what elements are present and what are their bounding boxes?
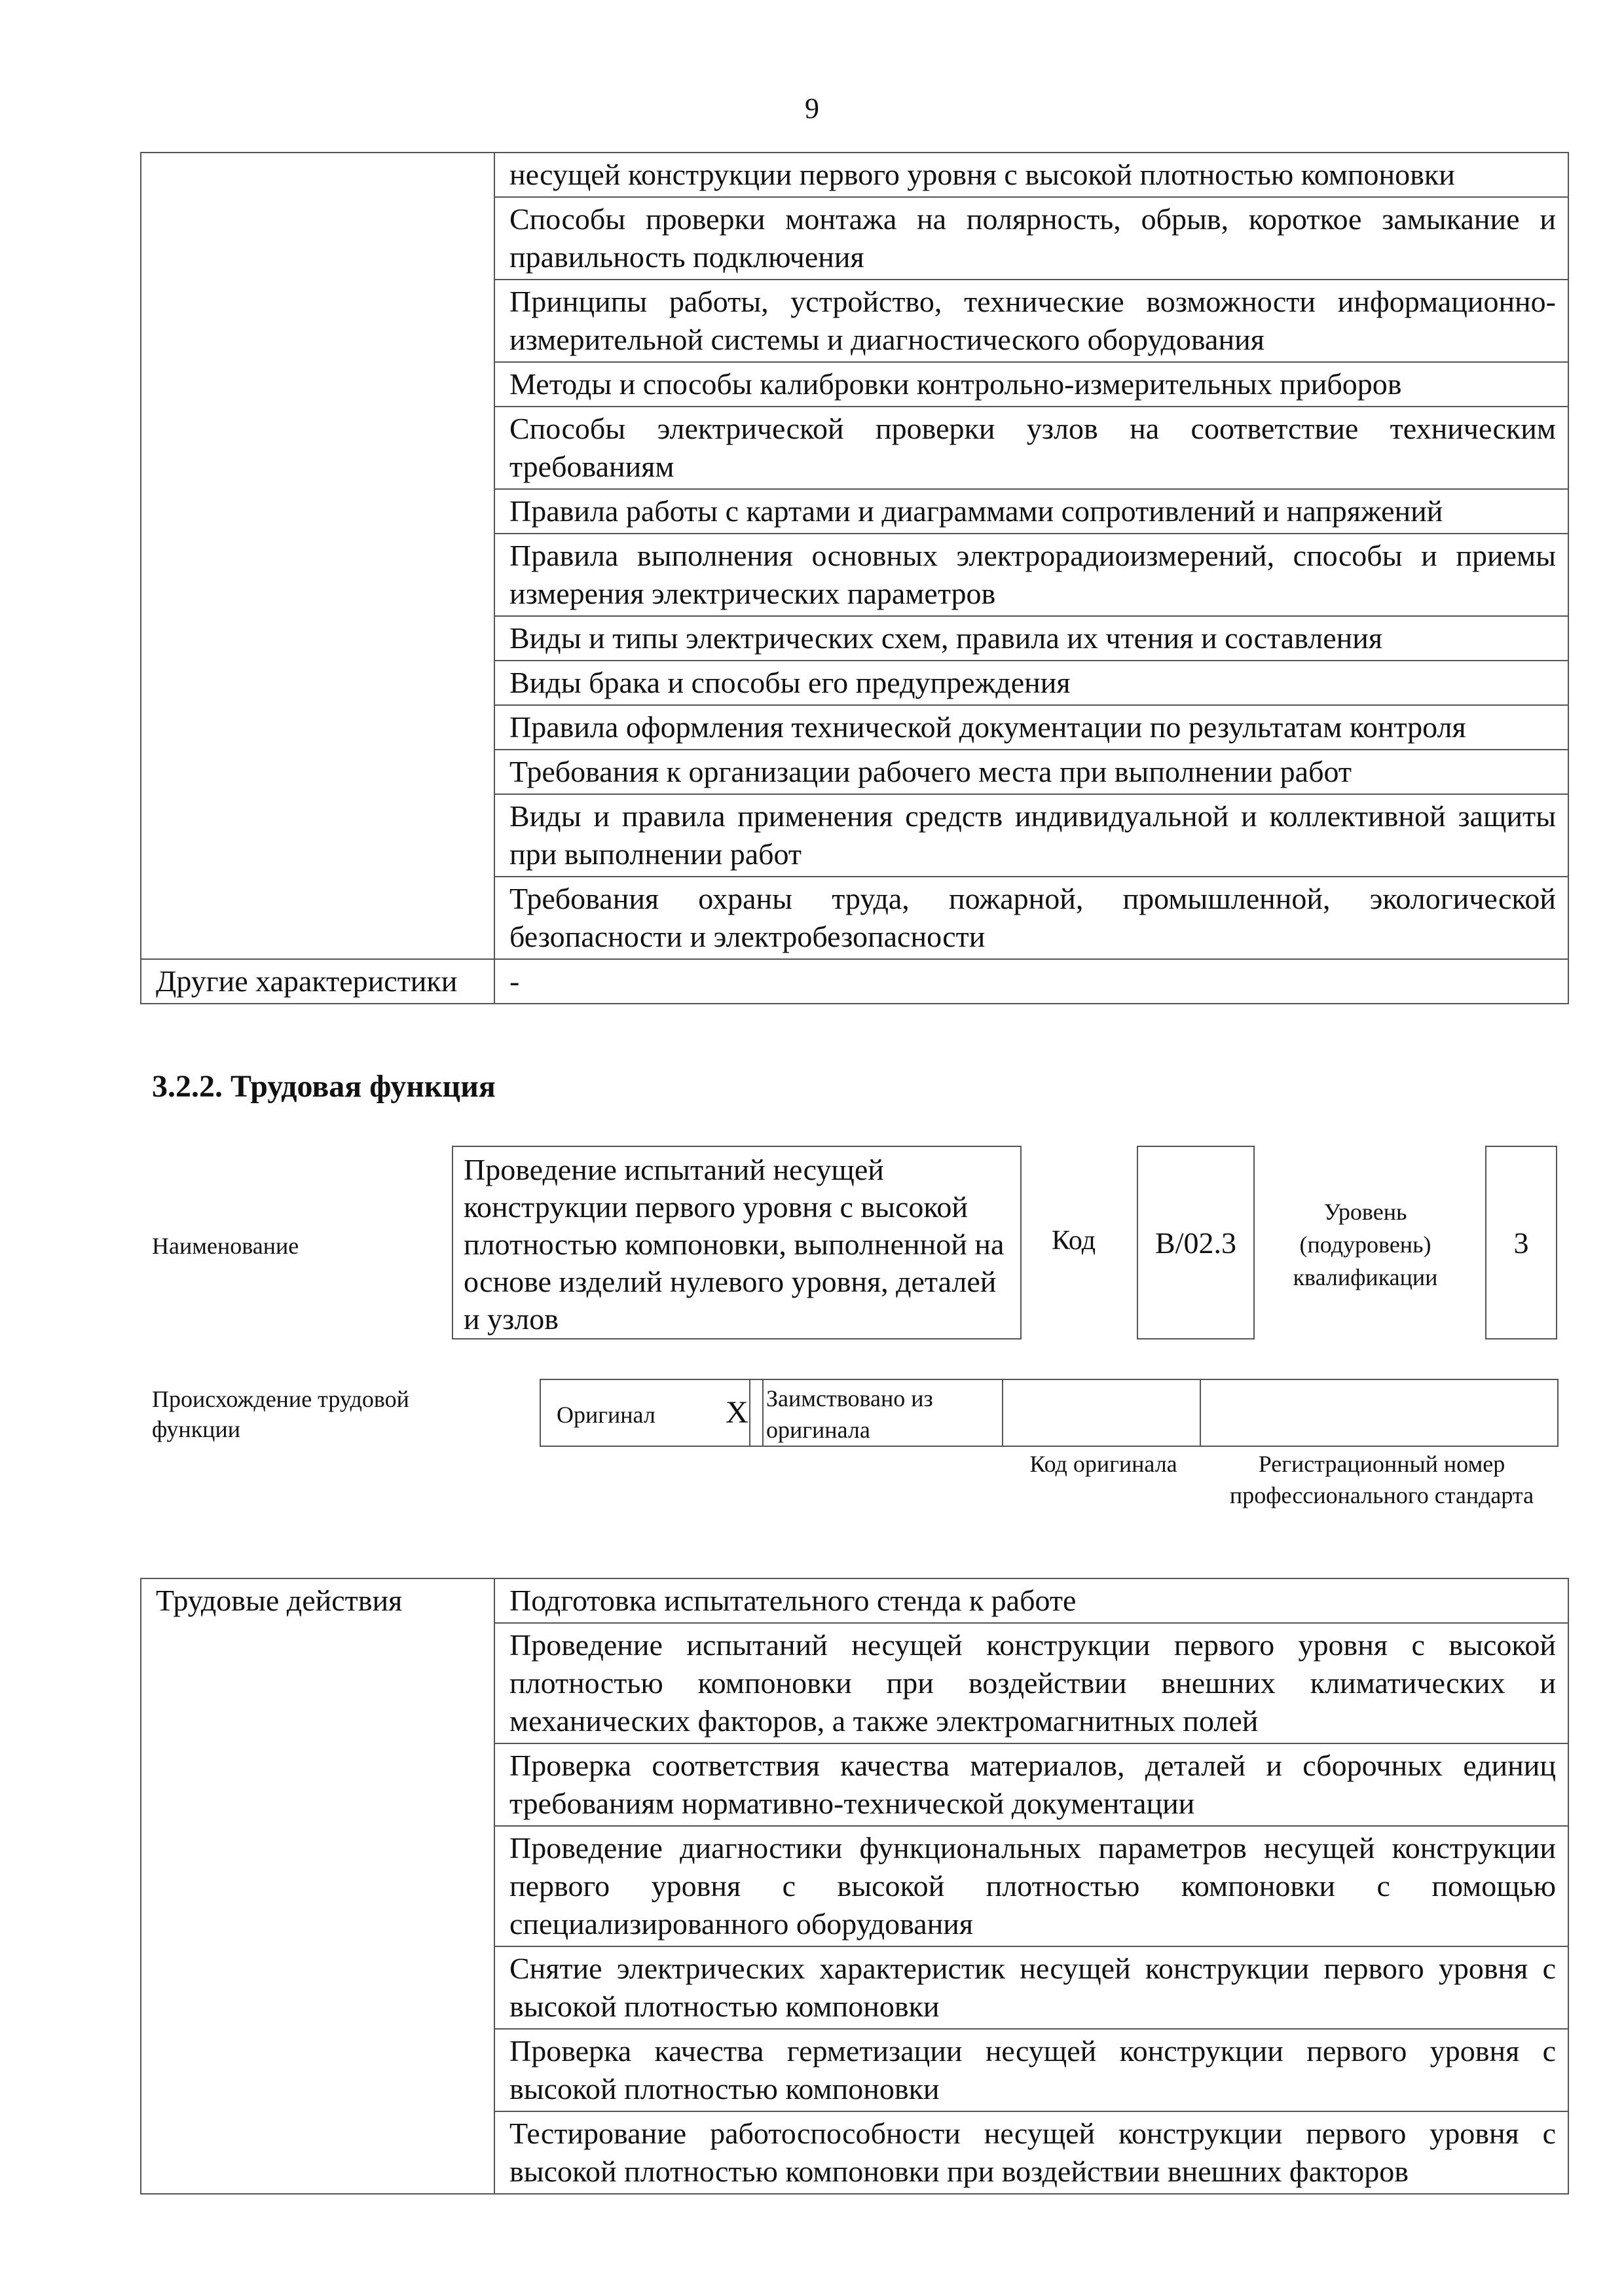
- labor-actions-table: [140, 1578, 1569, 2195]
- code-value: B/02.3: [1155, 1226, 1236, 1260]
- page-number: 9: [805, 92, 819, 124]
- empty-label-cell: [141, 153, 494, 959]
- knowledge-item: Виды и правила применения средств индивидуальной и коллективной защиты при выполнении работ: [494, 794, 1568, 877]
- labor-actions-label: Трудовые действия: [141, 1578, 494, 2194]
- reg-number-label: Регистрационный номер профессионального стандарта: [1229, 1451, 1534, 1508]
- knowledge-item: Правила работы с картами и диаграммами сопротивлений и напряжений: [494, 489, 1568, 534]
- labor-action-item: Проверка соответствия качества материалов, деталей и сборочных единиц требованиям нормативно-технической документации: [494, 1743, 1568, 1826]
- reg-number-cell: [1003, 1379, 1201, 1447]
- knowledge-table: [140, 152, 1569, 1004]
- level-label: Уровень (подуровень) квалификации: [1293, 1199, 1438, 1290]
- code-box: [1137, 1146, 1255, 1339]
- origin-label: Происхождение трудовой функции: [152, 1386, 409, 1442]
- table-row: [141, 153, 1568, 197]
- labor-action-item: Проверка качества герметизации несущей конструкции первого уровня с высокой плотностью компоновки: [494, 2029, 1568, 2111]
- labor-action-item: Снятие электрических характеристик несущей конструкции первого уровня с высокой плотностью компоновки: [494, 1946, 1568, 2029]
- function-name-box: Проведение испытаний несущей конструкции первого уровня с высокой плотностью компоновки, выполненной на основе изделий нулевого уровня, деталей и узлов: [452, 1146, 1022, 1339]
- name-label: Наименование: [152, 1233, 299, 1259]
- code-label: Код: [1052, 1226, 1096, 1256]
- borrowed-label: Заимствовано из оригинала: [766, 1385, 933, 1443]
- other-characteristics-value: -: [494, 959, 1568, 1004]
- knowledge-item: несущей конструкции первого уровня с высокой плотностью компоновки: [494, 153, 1568, 197]
- labor-action-item: Подготовка испытательного стенда к работе: [494, 1578, 1568, 1623]
- original-mark: X: [726, 1395, 748, 1430]
- knowledge-item: Способы проверки монтажа на полярность, обрыв, короткое замыкание и правильность подключения: [494, 197, 1568, 280]
- knowledge-item: Виды и типы электрических схем, правила их чтения и составления: [494, 616, 1568, 661]
- table-row: [141, 1578, 1568, 1623]
- knowledge-item: Требования охраны труда, пожарной, промышленной, экологической безопасности и электробезопасности: [494, 877, 1568, 959]
- knowledge-item: Правила оформления технической документации по результатам контроля: [494, 705, 1568, 750]
- table-row: [141, 959, 1568, 1004]
- labor-action-item: Проведение испытаний несущей конструкции первого уровня с высокой плотностью компоновки при воздействии внешних климатических и механических факторов, а также электромагнитных полей: [494, 1623, 1568, 1743]
- section-title: 3.2.2. Трудовая функция: [152, 1069, 496, 1104]
- labor-action-item: Тестирование работоспособности несущей конструкции первого уровня с высокой плотностью компоновки при воздействии внешних факторов: [494, 2111, 1568, 2194]
- knowledge-item: Методы и способы калибровки контрольно-измерительных приборов: [494, 362, 1568, 407]
- other-characteristics-label: Другие характеристики: [141, 959, 494, 1004]
- original-label: Оригинал: [557, 1402, 655, 1428]
- labor-action-item: Проведение диагностики функциональных параметров несущей конструкции первого уровня с высокой плотностью компоновки с помощью специализированного оборудования: [494, 1826, 1568, 1946]
- knowledge-item: Виды брака и способы его предупреждения: [494, 661, 1568, 705]
- knowledge-item: Требования к организации рабочего места при выполнении работ: [494, 750, 1568, 794]
- original-code-label: Код оригинала: [1029, 1451, 1177, 1477]
- knowledge-item: Принципы работы, устройство, технические возможности информационно-измерительной системы и диагностического оборудования: [494, 280, 1568, 362]
- knowledge-item: Способы электрической проверки узлов на соответствие техническим требованиям: [494, 407, 1568, 489]
- knowledge-item: Правила выполнения основных электрорадиоизмерений, способы и приемы измерения электрических параметров: [494, 534, 1568, 616]
- level-value: 3: [1513, 1226, 1529, 1260]
- level-box: [1485, 1146, 1557, 1339]
